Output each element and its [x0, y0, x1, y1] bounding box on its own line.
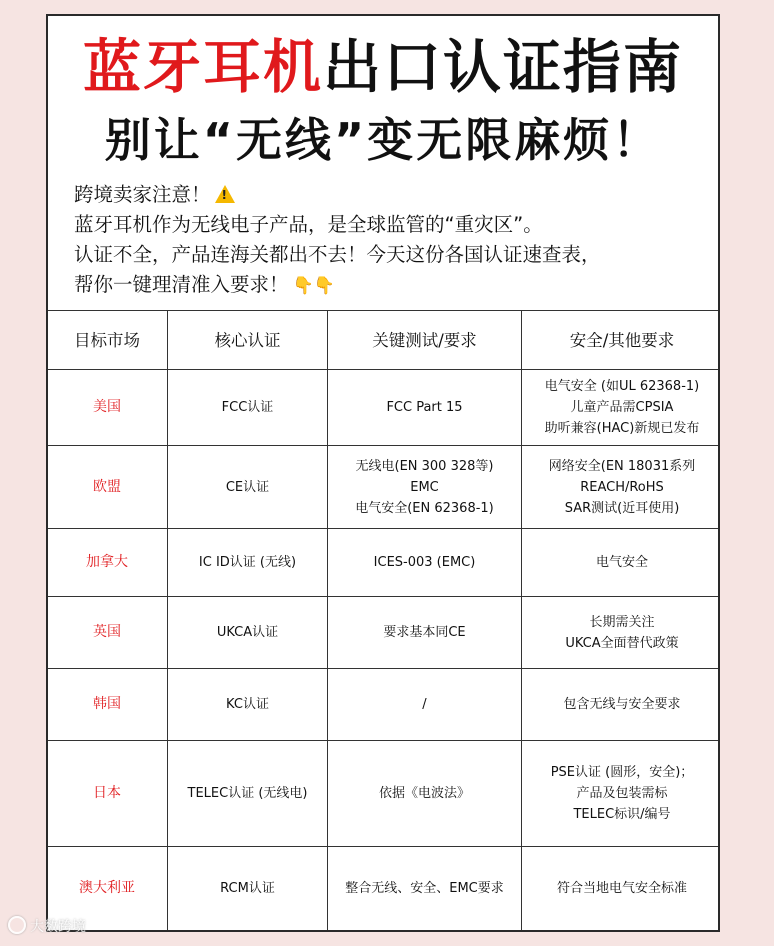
table-row	[47, 669, 721, 741]
cert-line: TELEC认证 (无线电)	[187, 786, 308, 801]
cert-cell	[168, 529, 328, 597]
cert-line: UKCA认证	[216, 625, 279, 640]
market-cell: 加拿大	[47, 529, 168, 597]
cert-cell	[168, 446, 328, 529]
tests-line: 电气安全(EN 62368-1)	[355, 500, 494, 516]
pointing-down-icon: 👇👇	[292, 276, 335, 296]
tests-line: ICES-003 (EMC)	[373, 555, 476, 570]
tests-line: /	[422, 697, 427, 712]
cert-cell	[168, 370, 328, 446]
tests-line: EMC	[410, 479, 439, 495]
intro-line-4-text: 帮你一键理清准入要求！	[74, 273, 289, 296]
intro-line-3: 认证不全，产品连海关都出不去！今天这份各国认证速查表，	[74, 243, 601, 266]
table-row	[47, 741, 721, 847]
tests-cell	[328, 529, 522, 597]
title-red-part: 蓝牙耳机	[82, 33, 323, 101]
other-cell	[522, 597, 721, 669]
cert-line: IC ID认证 (无线)	[198, 555, 297, 570]
market-cell: 美国	[47, 370, 168, 446]
tests-line: FCC Part 15	[386, 400, 463, 415]
tests-cell	[328, 446, 522, 529]
watermark-text: 大数跨境	[30, 919, 86, 935]
cert-line: KC认证	[226, 697, 269, 712]
cert-cell	[168, 741, 328, 847]
main-title	[48, 34, 718, 100]
intro-line-4	[74, 270, 706, 301]
other-line: UKCA全面替代政策	[565, 635, 679, 651]
tests-line: 依据《电波法》	[378, 786, 470, 801]
market-cell: 韩国	[47, 669, 168, 741]
table-row	[47, 597, 721, 669]
other-line: 长期需关注	[589, 614, 655, 630]
other-cell	[522, 370, 721, 446]
table-row	[47, 529, 721, 597]
watermark-logo-icon	[8, 916, 26, 934]
other-line: 助听兼容(HAC)新规已发布	[544, 421, 700, 436]
cert-cell	[168, 597, 328, 669]
market-cell: 欧盟	[47, 446, 168, 529]
table-row	[47, 847, 721, 931]
tests-line: 要求基本同CE	[383, 625, 466, 640]
other-line: SAR测试(近耳使用)	[564, 500, 680, 516]
other-line: 电气安全	[595, 555, 648, 570]
market-cell: 日本	[47, 741, 168, 847]
other-line: 符合当地电气安全标准	[556, 881, 687, 896]
cert-cell	[168, 669, 328, 741]
other-cell	[522, 669, 721, 741]
header-cert: 核心认证	[168, 311, 328, 370]
tests-cell	[328, 741, 522, 847]
market-cell: 澳大利亚	[47, 847, 168, 931]
intro-line-2: 蓝牙耳机作为无线电子产品，是全球监管的“重灾区”。	[74, 213, 543, 236]
cert-cell	[168, 847, 328, 931]
cert-line: RCM认证	[220, 881, 275, 896]
other-line: 产品及包装需标	[576, 786, 668, 801]
other-line: 网络安全(EN 18031系列	[548, 458, 696, 474]
cert-line: CE认证	[225, 479, 270, 495]
header-tests: 关键测试/要求	[328, 311, 522, 370]
intro-line-1-text: 跨境卖家注意！	[74, 183, 211, 206]
certification-table	[46, 310, 720, 931]
table-header-row	[47, 311, 721, 370]
other-cell	[522, 847, 721, 931]
tests-cell	[328, 669, 522, 741]
other-line: 包含无线与安全要求	[563, 697, 681, 712]
subtitle: 别让“无线”变无限麻烦！	[104, 113, 662, 167]
intro-text	[74, 180, 706, 301]
market-cell: 英国	[47, 597, 168, 669]
title-black-part: 出口认证指南	[323, 33, 684, 101]
tests-cell	[328, 847, 522, 931]
table-row	[47, 370, 721, 446]
table-row	[47, 446, 721, 529]
other-cell	[522, 741, 721, 847]
tests-line: 无线电(EN 300 328等)	[355, 458, 494, 474]
tests-line: 整合无线、安全、EMC要求	[345, 881, 504, 896]
tests-cell	[328, 370, 522, 446]
other-cell	[522, 446, 721, 529]
intro-line-1	[74, 180, 706, 210]
watermark	[8, 916, 86, 936]
other-cell	[522, 529, 721, 597]
other-line: 电气安全 (如UL 62368-1)	[544, 379, 700, 394]
other-line: PSE认证 (圆形，安全)；	[550, 765, 694, 780]
tests-cell	[328, 597, 522, 669]
header-other: 安全/其他要求	[522, 311, 721, 370]
other-line: TELEC标识/编号	[573, 807, 671, 822]
guide-card	[46, 14, 720, 932]
warning-icon	[215, 185, 235, 203]
other-line: 儿童产品需CPSIA	[570, 400, 674, 415]
other-line: REACH/RoHS	[580, 479, 664, 495]
cert-line: FCC认证	[221, 400, 274, 415]
header-market: 目标市场	[47, 311, 168, 370]
